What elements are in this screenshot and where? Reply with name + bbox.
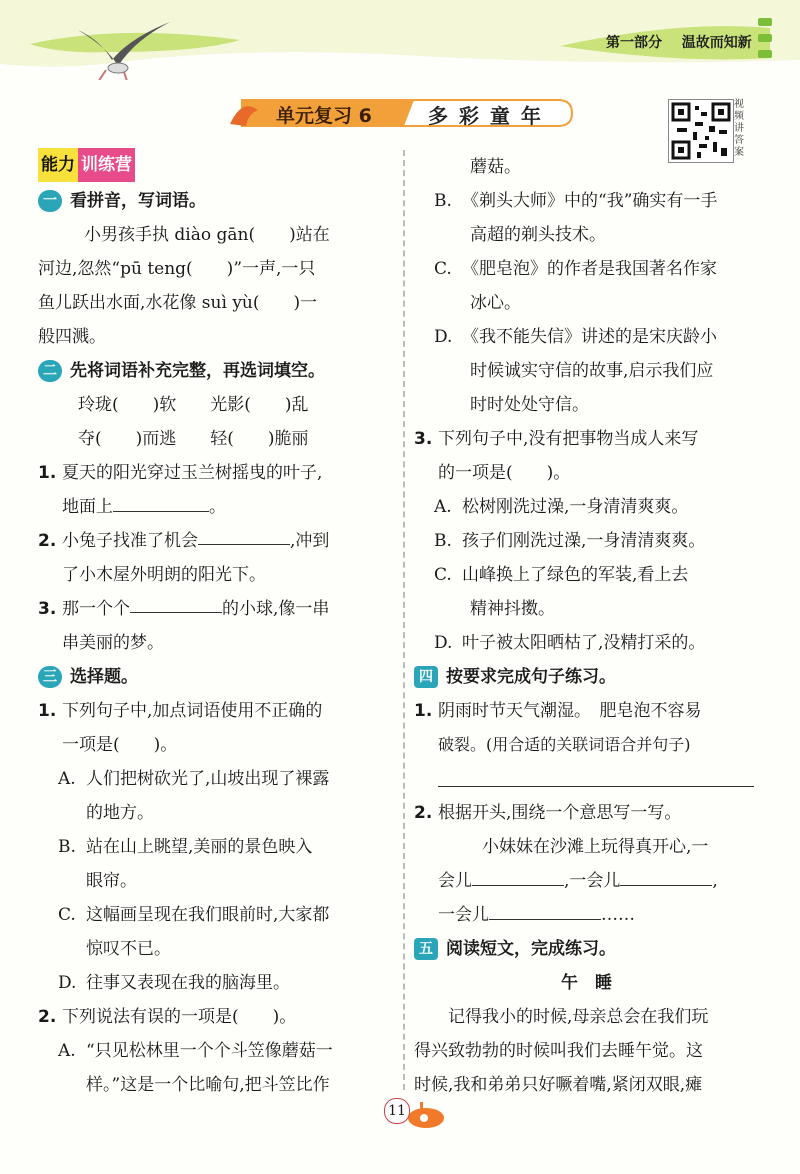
sec3-q2-text: 下列说法有误的一项是( )。 <box>62 1007 297 1027</box>
option-text: 这幅画呈现在我们眼前时,大家都 <box>86 905 330 925</box>
sec3-q2-option-a[interactable]: A. “只见松林里一个个斗笠像蘑菇一 <box>38 1034 383 1068</box>
sec1-line-1: 小男孩手执 diào gān( )站在 <box>84 225 330 245</box>
story-title: 午 睡 <box>561 973 612 993</box>
section-3-heading <box>38 660 383 694</box>
sec3-q2-option-a-3: 蘑菇。 <box>470 157 521 177</box>
sec3-q1-option-a[interactable]: A. 人们把树砍光了,山坡出现了裸露 <box>38 762 383 796</box>
section-1-badge: 一 <box>38 190 62 212</box>
qr-caption: 视频讲答案 <box>734 99 744 158</box>
sec2-words-2: 夺( )而逃 轻( )脆丽 <box>78 429 309 449</box>
section-1-title: 看拼音，写词语。 <box>70 191 206 211</box>
sec1-line-4: 般四溅。 <box>38 327 106 347</box>
sec3-q2-option-d[interactable]: D. 《我不能失信》讲述的是宋庆龄小 <box>414 320 759 354</box>
sec4-q1-line-2: 破裂。(用合适的关联词语合并句子) <box>438 735 691 754</box>
sec2-q1-end: 。 <box>209 497 226 517</box>
sec1-line-3: 鱼儿跃出水面,水花像 suì yù( )一 <box>38 293 318 313</box>
option-text: 站在山上眺望,美丽的景色映入 <box>86 837 313 857</box>
sec4-q2-text-a: 会儿 <box>438 871 472 891</box>
section-3-badge: 三 <box>38 666 62 688</box>
option-text: 《肥皂泡》的作者是我国著名作家 <box>462 259 717 279</box>
option-text: 往事又表现在我的脑海里。 <box>86 973 290 993</box>
section-4-heading <box>414 660 759 694</box>
section-tag-a: 能力 <box>38 148 78 182</box>
sec2-q2: 2. 小兔子找准了机会 ,冲到 <box>38 524 383 558</box>
sec2-q3: 3. 那一个个 的小球,像一串 <box>38 592 383 626</box>
sec3-q3-option-b[interactable]: B. 孩子们刚洗过澡,一身清清爽爽。 <box>414 524 759 558</box>
sec3-q2-option-b[interactable]: B. 《剃头大师》中的“我”确实有一手 <box>414 184 759 218</box>
story-line-1: 记得我小的时候,母亲总会在我们玩 <box>448 1007 709 1027</box>
section-1-heading <box>38 184 383 218</box>
sec4-q2-text-b: ,一会儿 <box>564 871 621 891</box>
sec2-q3-text: 那一个个 <box>62 599 130 619</box>
sec2-q2-line-2: 了小木屋外明朗的阳光下。 <box>62 565 266 585</box>
sec3-q3-option-c[interactable]: C. 山峰换上了绿色的军装,看上去 <box>414 558 759 592</box>
option-text: 人们把树砍光了,山坡出现了裸露 <box>86 769 330 789</box>
unit-title-banner <box>228 96 573 130</box>
sec4-q2-text-c: , <box>712 871 718 891</box>
option-text: 叶子被太阳晒枯了,没精打采的。 <box>462 633 706 653</box>
right-column <box>414 150 759 1102</box>
option-text: 《我不能失信》讲述的是宋庆龄小 <box>462 327 717 347</box>
sec3-q3-option-c-2: 精神抖擞。 <box>470 599 555 619</box>
sec2-q1-text-2: 地面上 <box>62 497 113 517</box>
section-5-badge: 五 <box>414 938 438 960</box>
option-text: “只见松林里一个个斗笠像蘑菇一 <box>86 1041 333 1061</box>
sec3-q1-option-c-2: 惊叹不已。 <box>86 939 171 959</box>
sec3-q2-option-a-2: 样。”这是一个比喻句,把斗笠比作 <box>86 1075 330 1095</box>
answer-blank[interactable] <box>489 899 601 920</box>
sec4-q1-answer-line[interactable] <box>414 762 759 796</box>
sec4-q1: 1. 阴雨时节天气潮湿。 肥皂泡不容易 <box>414 694 759 728</box>
sec3-q1-option-c[interactable]: C. 这幅画呈现在我们眼前时,大家都 <box>38 898 383 932</box>
sec3-q1-line-2: 一项是( )。 <box>62 735 178 755</box>
header-subtitle: 温故而知新 <box>681 35 752 51</box>
sec3-q1-option-b-2: 眼帘。 <box>86 871 137 891</box>
unit-number: 单元复习 6 <box>276 105 372 127</box>
sec3-q3: 3. 下列句子中,没有把事物当成人来写 <box>414 422 759 456</box>
option-text: 孩子们刚洗过澡,一身清清爽爽。 <box>462 531 706 551</box>
sec3-q2-option-d-3: 时时处处守信。 <box>470 395 589 415</box>
sec3-q1: 1. 下列句子中,加点词语使用不正确的 <box>38 694 383 728</box>
sec3-q1-option-d[interactable]: D. 往事又表现在我的脑海里。 <box>38 966 383 1000</box>
sec1-line-2: 河边,忽然“pū teng( )”一声,一只 <box>38 259 316 279</box>
sec3-q2-option-d-2: 时候诚实守信的故事,启示我们应 <box>470 361 714 381</box>
unit-name: 多 彩 童 年 <box>428 104 543 128</box>
story-line-3: 时候,我和弟弟只好噘着嘴,紧闭双眼,瘫 <box>414 1075 703 1095</box>
section-tag <box>38 150 383 180</box>
sec2-q2-text: 小兔子找准了机会 <box>62 531 198 551</box>
sec3-q1-option-b[interactable]: B. 站在山上眺望,美丽的景色映入 <box>38 830 383 864</box>
sec3-q3-option-a[interactable]: A. 松树刚洗过澡,一身清清爽爽。 <box>414 490 759 524</box>
section-tag-b: 训练营 <box>78 148 135 182</box>
answer-blank[interactable] <box>620 865 712 886</box>
section-5-title: 阅读短文，完成练习。 <box>446 939 616 959</box>
sec3-q1-option-a-2: 的地方。 <box>86 803 154 823</box>
sec3-q3-text: 下列句子中,没有把事物当成人来写 <box>438 429 699 449</box>
sec4-q2-text-e: …… <box>601 905 635 925</box>
page-number: 11 <box>384 1098 410 1124</box>
sec2-q1-text: 夏天的阳光穿过玉兰树摇曳的叶子, <box>62 463 323 483</box>
sec4-q2-line-1: 小妹妹在沙滩上玩得真开心,一 <box>482 837 709 857</box>
page-number-badge <box>384 1098 414 1128</box>
section-2-heading <box>38 354 383 388</box>
section-2-badge: 二 <box>38 360 62 382</box>
sec4-q1-text: 阴雨时节天气潮湿。 肥皂泡不容易 <box>438 701 702 721</box>
sec2-q1: 1. 夏天的阳光穿过玉兰树摇曳的叶子, <box>38 456 383 490</box>
answer-blank[interactable] <box>198 524 290 545</box>
option-text: 《剃头大师》中的“我”确实有一手 <box>462 191 718 211</box>
answer-blank[interactable] <box>130 592 222 613</box>
sec2-q2-text-2: ,冲到 <box>290 531 330 551</box>
sec4-q2-text: 根据开头,围绕一个意思写一写。 <box>438 803 682 823</box>
section-4-title: 按要求完成句子练习。 <box>446 667 616 687</box>
sec2-q3-text-2: 的小球,像一串 <box>222 599 330 619</box>
column-divider <box>403 150 405 1090</box>
option-text: 松树刚洗过澡,一身清清爽爽。 <box>462 497 689 517</box>
sec3-q2-option-c[interactable]: C. 《肥皂泡》的作者是我国著名作家 <box>414 252 759 286</box>
sec3-q2: 2. 下列说法有误的一项是( )。 <box>38 1000 383 1034</box>
section-3-title: 选择题。 <box>70 667 138 687</box>
sec3-q3-line-2: 的一项是( )。 <box>438 463 571 483</box>
left-column <box>38 150 383 1102</box>
sec4-q2-text-d: 一会儿 <box>438 905 489 925</box>
page-header <box>0 0 800 80</box>
sec2-words-1: 玲珑( )软 光影( )乱 <box>78 395 309 415</box>
answer-blank[interactable] <box>472 865 564 886</box>
section-4-badge: 四 <box>414 666 438 688</box>
sec4-q2: 2. 根据开头,围绕一个意思写一写。 <box>414 796 759 830</box>
sec3-q3-option-d[interactable]: D. 叶子被太阳晒枯了,没精打采的。 <box>414 626 759 660</box>
sec2-q3-line-2: 串美丽的梦。 <box>62 633 164 653</box>
header-part: 第一部分 <box>606 35 662 51</box>
section-5-heading <box>414 932 759 966</box>
story-line-2: 得兴致勃勃的时候叫我们去睡午觉。这 <box>414 1041 703 1061</box>
option-text: 山峰换上了绿色的军装,看上去 <box>462 565 689 585</box>
answer-blank[interactable] <box>113 491 209 512</box>
sec3-q2-option-c-2: 冰心。 <box>470 293 521 313</box>
section-2-title: 先将词语补充完整，再选词填空。 <box>70 361 325 381</box>
sec3-q1-text: 下列句子中,加点词语使用不正确的 <box>62 701 323 721</box>
sec3-q2-option-b-2: 高超的剃头技术。 <box>470 225 606 245</box>
